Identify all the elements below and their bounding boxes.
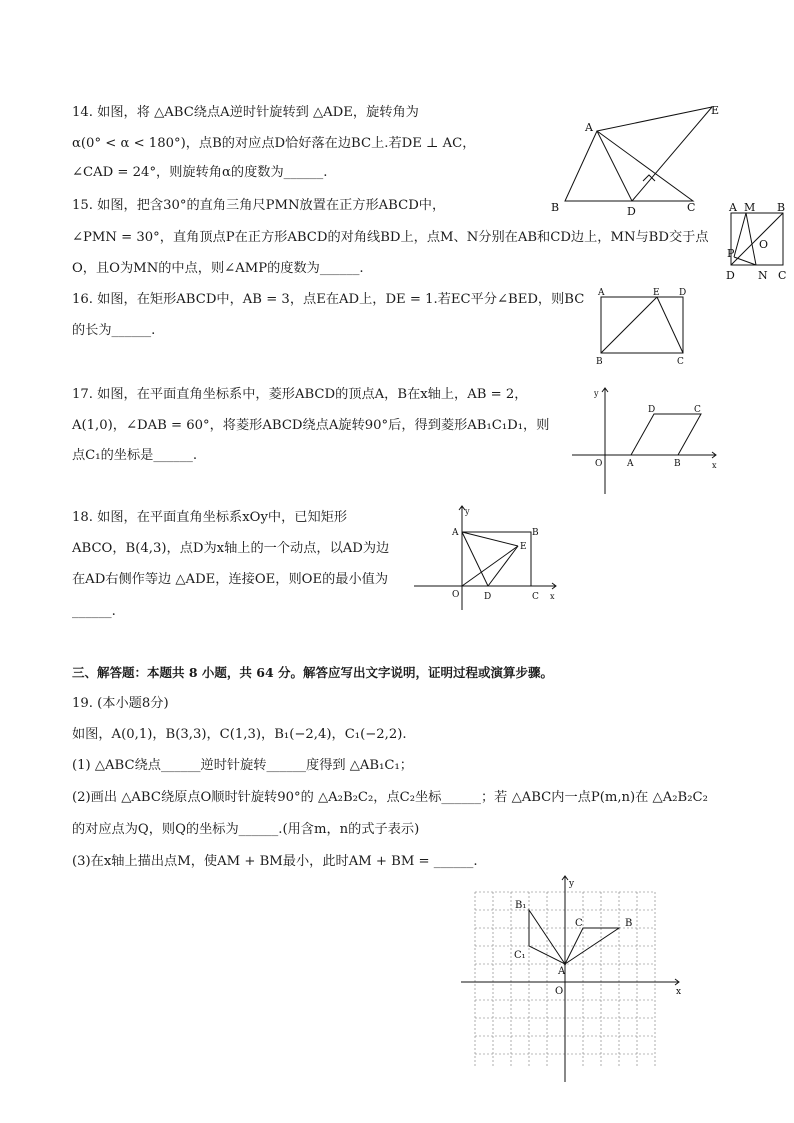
p19-title: 19. (本小题8分) [72, 696, 169, 711]
fig14-label-d: D [627, 205, 636, 218]
fig18-label-e: E [520, 542, 527, 552]
fig17-label-c: C [694, 405, 701, 415]
fig17-label-d: D [648, 405, 656, 415]
fig15-label-b: B [777, 201, 786, 214]
fig18-label-x: x [550, 592, 555, 601]
fig14-label-e: E [711, 104, 720, 117]
p17-line2: A(1,0)，∠DAB = 60°，将菱形ABCD绕点A旋转90°后，得到菱形AB₁C₁D₁，则 [72, 418, 550, 433]
fig15-label-a: A [729, 201, 737, 214]
p19-part2a: (2)画出 △ABC绕原点O顺时针旋转90°的 △A₂B₂C₂，点C₂坐标______；若 △ABC内一点P(m,n)在 △A₂B₂C₂ [72, 790, 708, 805]
p15-line1: 15. 如图，把含30°的直角三角尺PMN放置在正方形ABCD中， [72, 198, 446, 213]
fig15-label-c: C [778, 269, 787, 282]
p14-line1: 14. 如图，将 △ABC绕点A逆时针旋转到 △ADE，旋转角为 [72, 105, 419, 120]
figure-18 [410, 500, 560, 612]
p18-line4: ______. [72, 604, 116, 619]
fig19-label-y: y [569, 879, 575, 889]
fig16-label-a: A [598, 288, 605, 298]
fig18-label-d: D [484, 592, 492, 602]
p17-line1: 17. 如图，在平面直角坐标系中，菱形ABCD的顶点A，B在x轴上，AB = 2， [72, 387, 528, 402]
fig15-label-d: D [726, 269, 735, 282]
p18-line3: 在AD右侧作等边 △ADE，连接OE，则OE的最小值为 [72, 572, 389, 587]
figure-16 [592, 285, 696, 367]
p17-line3: 点C₁的坐标是______. [72, 448, 198, 463]
fig18-label-a: A [452, 528, 459, 538]
p15-line3: O，且O为MN的中点，则∠AMP的度数为______. [72, 261, 364, 276]
fig19-label-b: B [625, 918, 633, 929]
p14-line2: α(0° < α < 180°)，点B的对应点D恰好落在边BC上.若DE ⊥ AC， [72, 136, 476, 151]
p15-line2: ∠PMN = 30°，直角顶点P在正方形ABCD的对角线BD上，点M、N分别在AB和CD边上，MN与BD交于点 [72, 230, 709, 245]
figure-19 [455, 872, 690, 1087]
fig19-label-c1: C₁ [514, 950, 526, 961]
fig19-label-x: x [676, 987, 682, 997]
figure-15 [722, 198, 794, 286]
fig17-label-x: x [712, 461, 717, 470]
p14-line3: ∠CAD = 24°，则旋转角α的度数为______. [72, 165, 328, 180]
fig15-label-n: N [758, 269, 768, 282]
fig16-label-b: B [596, 357, 603, 367]
fig19-label-b1: B₁ [515, 900, 527, 911]
figure-14 [545, 95, 735, 220]
fig17-label-o: O [595, 459, 603, 469]
fig14-label-c: C [687, 201, 696, 214]
p19-part1: (1) △ABC绕点______逆时针旋转______度得到 △AB₁C₁； [72, 758, 413, 773]
p16-line2: 的长为______. [72, 323, 156, 338]
p19-part3: (3)在x轴上描出点M，使AM + BM最小，此时AM + BM = ______. [72, 854, 478, 869]
fig18-label-c: C [532, 592, 539, 602]
fig15-label-m: M [744, 201, 756, 214]
fig14-label-b: B [551, 201, 560, 214]
fig14-label-a: A [585, 121, 593, 134]
fig17-label-y: y [594, 389, 599, 398]
fig17-label-a: A [627, 459, 634, 469]
fig19-label-o: O [555, 986, 564, 997]
p19-given: 如图，A(0,1)，B(3,3)，C(1,3)，B₁(−2,4)，C₁(−2,2). [72, 727, 407, 742]
p16-line1: 16. 如图，在矩形ABCD中，AB = 3，点E在AD上，DE = 1.若EC平分∠BED，则BC [72, 292, 585, 307]
figure-17 [566, 382, 726, 498]
fig18-label-o: O [452, 590, 460, 600]
p19-part2b: 的对应点为Q，则Q的坐标为______.(用含m，n的式子表示) [72, 822, 420, 837]
fig17-label-b: B [674, 459, 681, 469]
fig18-label-y: y [465, 507, 470, 516]
p18-line2: ABCO，B(4,3)，点D为x轴上的一个动点，以AD为边 [72, 541, 390, 556]
p18-line1: 18. 如图，在平面直角坐标系xOy中，已知矩形 [72, 510, 348, 525]
fig16-label-e: E [653, 288, 660, 298]
fig15-label-p: P [727, 247, 735, 260]
fig19-label-a: A [558, 966, 566, 977]
fig16-label-c: C [677, 357, 684, 367]
fig18-label-b: B [532, 528, 539, 538]
fig15-label-o: O [759, 238, 769, 251]
fig16-label-d: D [679, 288, 687, 298]
fig19-label-c: C [575, 918, 583, 929]
section3-heading: 三、解答题：本题共 8 小题，共 64 分。解答应写出文字说明，证明过程或演算步骤。 [72, 665, 554, 680]
